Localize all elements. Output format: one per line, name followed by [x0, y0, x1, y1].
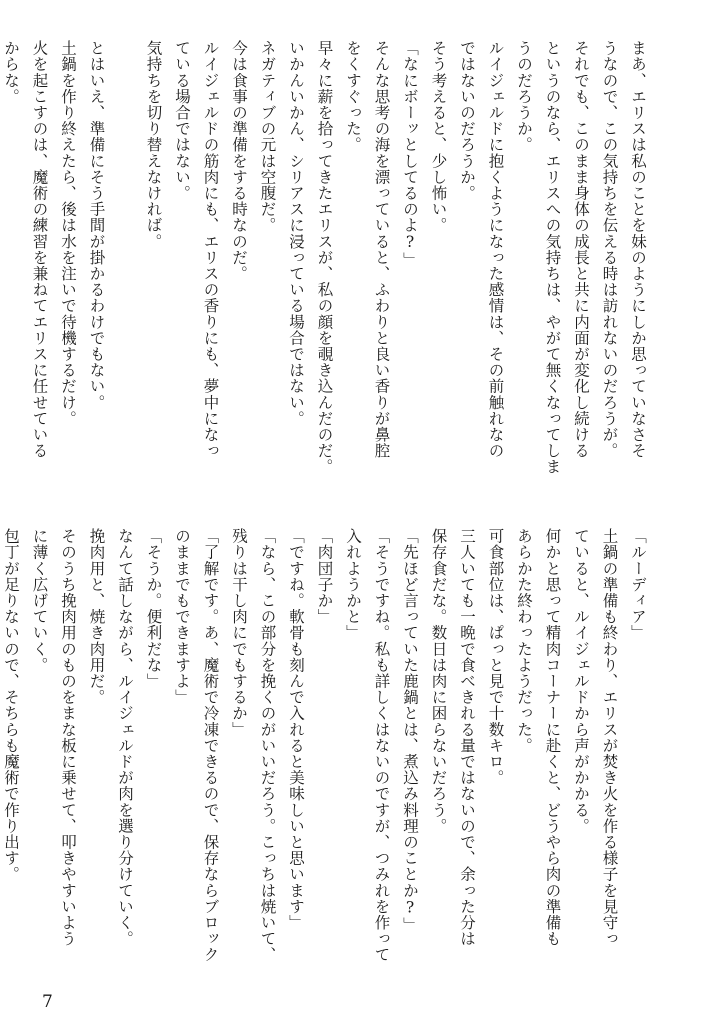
- text-line: 三人いても一晩で食べきれる量ではないので、余った分は: [458, 528, 476, 947]
- text-line: ではないのだろうか。: [458, 40, 476, 201]
- text-line: をくすぐった。: [344, 40, 362, 153]
- text-line: ている場合ではない。: [173, 40, 191, 201]
- text-line: 保存食だな。数日は肉に困らないだろう。: [429, 528, 448, 834]
- text-line: 入れようかと」: [344, 528, 362, 641]
- text-line: 「なにボーッとしてるのよ?」: [401, 40, 419, 268]
- text-line: というのなら、エリスへの気持ちは、やがて無くなってしま: [543, 40, 562, 475]
- blank-line: [111, 40, 140, 490]
- text-line: 「先ほど言っていた鹿鍋とは、煮込み料理のことか?」: [401, 528, 419, 933]
- text-line: 火を起こすのは、魔術の練習を兼ねてエリスに任せている: [30, 40, 49, 459]
- text-line: 「そうですね。私も詳しくはないのですが、つみれを作って: [372, 528, 391, 963]
- text-line: 何かと思って精肉コーナーに赴くと、どうやら肉の準備も: [543, 528, 562, 947]
- text-line: 土鍋の準備も終わり、エリスが焚き火を作る様子を見守っ: [600, 528, 619, 947]
- text-line: ていると、ルイジェルドから声がかかる。: [572, 528, 590, 834]
- text-line: 「ルーディア」: [629, 528, 647, 641]
- text-line: まあ、エリスは私のことを妹のようにしか思っていなさそ: [629, 40, 647, 459]
- text-line: なんて話しながら、ルイジェルドが肉を選り分けていく。: [116, 528, 134, 947]
- page-number: 7: [42, 992, 53, 1012]
- text-line: 「そうか。便利だな」: [144, 528, 163, 689]
- text-line: のままでもできますよ」: [173, 528, 191, 706]
- text-line: うのだろうか。: [515, 40, 533, 153]
- text-line: ルイジェルドの筋肉にも、エリスの香りにも、夢中になっ: [201, 40, 220, 459]
- text-line: あらかた終わったようだった。: [515, 528, 533, 754]
- text-line: いかんいかん、シリアスに浸っている場合ではない。: [287, 40, 305, 427]
- text-line: それでも、このまま身体の成長と共に内面が変化し続ける: [572, 40, 590, 459]
- text-line: 挽肉用と、焼き肉用だ。: [87, 528, 106, 706]
- text-line: ルイジェルドに抱くようになった感情は、その前触れなの: [486, 40, 505, 459]
- text-line: 土鍋を作り終えたら、後は水を注いで待機するだけ。: [59, 40, 77, 427]
- text-line: うなので、この気持ちを伝える時は訪れないのだろうが。: [600, 40, 619, 459]
- text-line: 包丁が足りないので、そちらも魔術で作り出す。: [2, 528, 20, 883]
- upper-text-block: [0, 40, 652, 490]
- text-line: 気持ちを切り替えなければ。: [144, 40, 163, 250]
- text-line: ネガティブの元は空腹だ。: [258, 40, 277, 234]
- text-line: 早々に薪を拾ってきたエリスが、私の顔を覗き込んだのだ。: [315, 40, 334, 475]
- text-line: そんな思考の海を漂っていると、ふわりと良い香りが鼻腔: [372, 40, 391, 459]
- text-line: 「ですね。軟骨も刻んで入れると美味しいと思います」: [287, 528, 305, 931]
- lower-text-block: [0, 528, 652, 968]
- text-line: 可食部位は、ぱっと見で十数キロ。: [486, 528, 505, 786]
- text-line: 「了解です。あ、魔術で冷凍できるので、保存ならブロック: [201, 528, 220, 963]
- text-line: 「肉団子か」: [315, 528, 334, 625]
- text-line: 残りは干し肉にでもするか」: [230, 528, 248, 738]
- text-line: とはいえ、準備にそう手間が掛かるわけでもない。: [87, 40, 106, 411]
- text-line: そのうち挽肉用のものをまな板に乗せて、叩きやすいよう: [59, 528, 77, 947]
- text-line: からな。: [2, 40, 20, 105]
- text-line: 今は食事の準備をする時なのだ。: [230, 40, 248, 282]
- text-line: そう考えると、少し怖い。: [429, 40, 448, 234]
- text-line: に薄く広げていく。: [30, 528, 49, 673]
- text-line: 「なら、この部分を挽くのがいいだろう。こっちは焼いて、: [258, 528, 277, 963]
